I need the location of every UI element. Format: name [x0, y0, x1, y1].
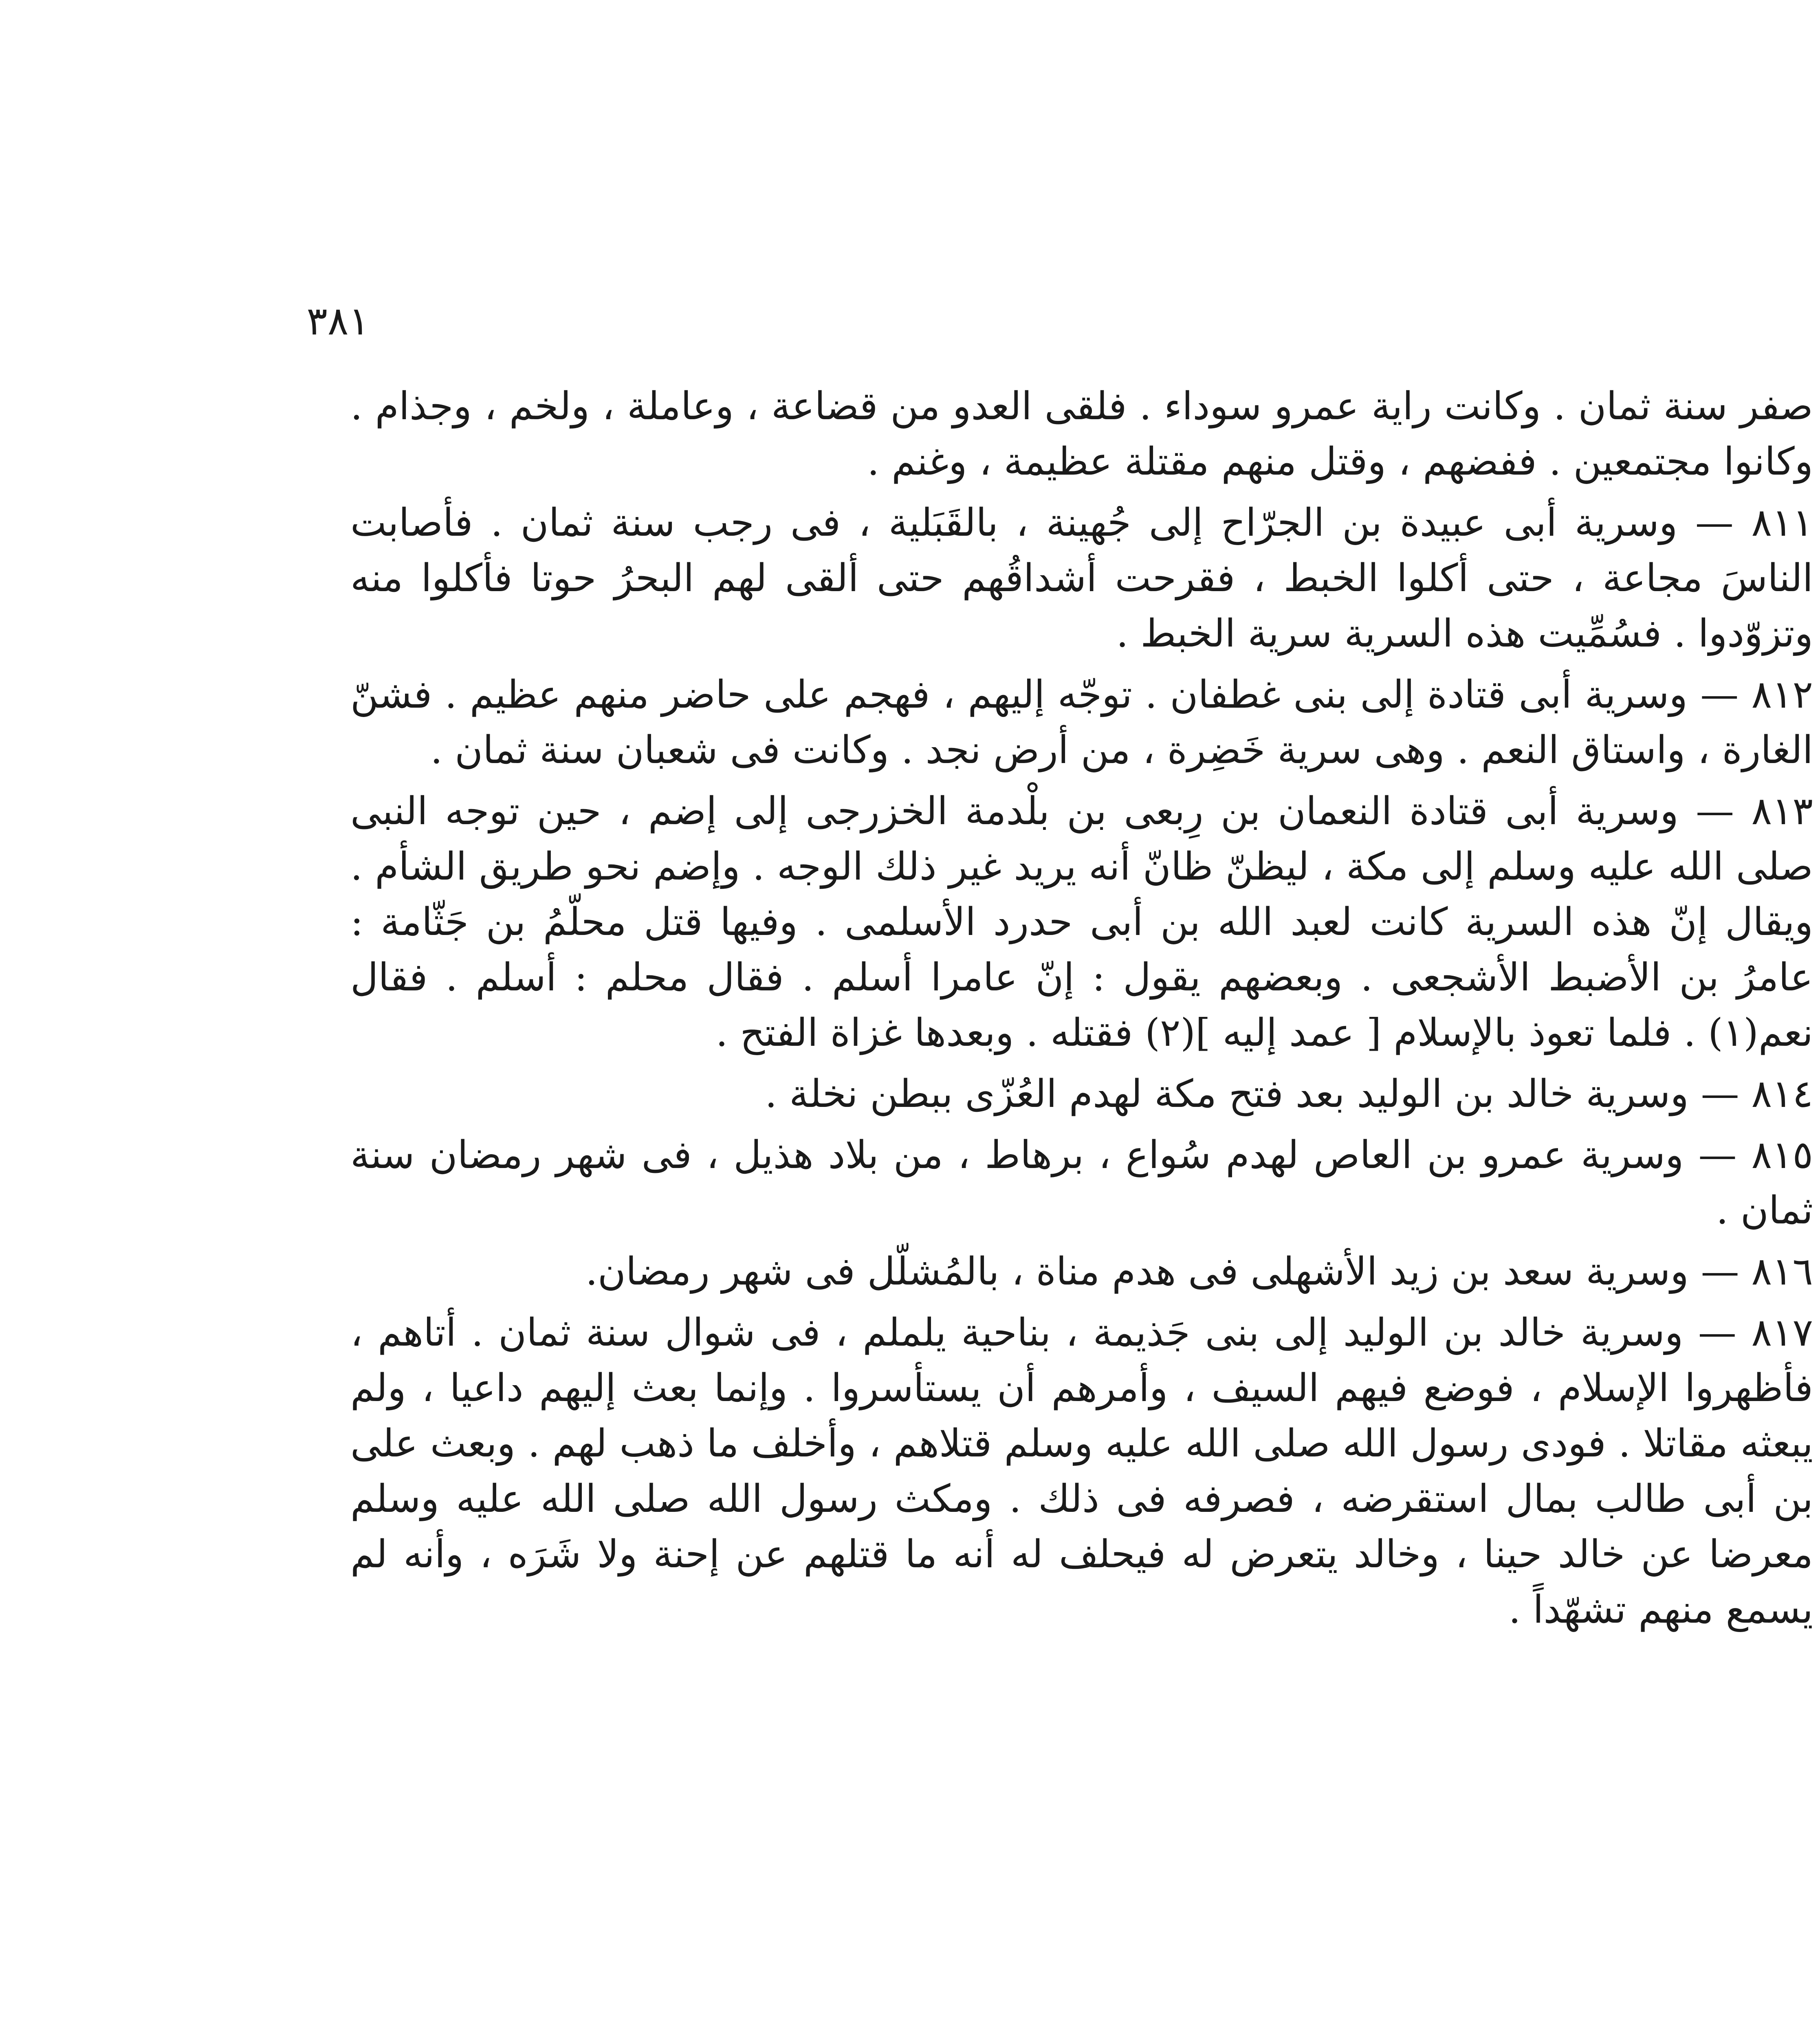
paragraph-814: ٨١٤ — وسرية خالد بن الوليد بعد فتح مكة لهدم العُزّى ببطن نخلة . — [765, 1072, 1813, 1116]
main-text — [350, 379, 1813, 1643]
page-number: ٣٨١ — [306, 298, 370, 344]
paragraph-811: ٨١١ — وسرية أبى عبيدة بن الجرّاح إلى جُهينة ، بالقَبَلية ، فى رجب سنة ثمان . فأصابت الناسَ مجاعة ، حتى أكلوا الخبط ، فقرحت أشداقُهم حتى ألقى لهم البحرُ حوتا فأكلوا منه وتزوّدوا . فسُمِّيت هذه السرية سرية الخبط . — [350, 501, 1813, 656]
paragraph-813: ٨١٣ — وسرية أبى قتادة النعمان بن رِبعى بن بلْدمة الخزرجى إلى إضم ، حين توجه النبى صلى الله عليه وسلم إلى مكة ، ليظنّ ظانّ أنه يريد غير ذلك الوجه . وإضم نحو طريق الشأم . ويقال إنّ هذه السرية كانت لعبد الله بن أبى حدرد الأسلمى . وفيها قتل محلّمُ بن جَثّامة : عامرُ بن الأضبط الأشجعى . وبعضهم يقول : إنّ عامرا أسلم . فقال محلم : أسلم . فقال نعم(١) . فلما تعوذ بالإسلام [ عمد إليه ](٢) فقتله . وبعدها غزاة الفتح . — [350, 789, 1813, 1055]
paragraph-817: ٨١٧ — وسرية خالد بن الوليد إلى بنى جَذيمة ، بناحية يلملم ، فى شوال سنة ثمان . أتاهم ، فأظهروا الإسلام ، فوضع فيهم السيف ، وأمرهم أن يستأسروا . وإنما بعث إليهم داعيا ، ولم يبعثه مقاتلا . فودى رسول الله صلى الله عليه وسلم قتلاهم ، وأخلف ما ذهب لهم . وبعث على بن أبى طالب بمال استقرضه ، فصرفه فى ذلك . ومكث رسول الله صلى الله عليه وسلم معرضا عن خالد حينا ، وخالد يتعرض له فيحلف له أنه ما قتلهم عن إحنة ولا شَرَه ، وأنه لم يسمع منهم تشهّداً . — [350, 1311, 1813, 1632]
paragraph-continuation: صفر سنة ثمان . وكانت راية عمرو سوداء . فلقى العدو من قضاعة ، وعاملة ، ولخم ، وجذام . وكانوا مجتمعين . ففضهم ، وقتل منهم مقتلة عظيمة ، وغنم . — [350, 384, 1813, 484]
paragraph-816: ٨١٦ — وسرية سعد بن زيد الأشهلى فى هدم مناة ، بالمُشلّل فى شهر رمضان. — [585, 1249, 1813, 1294]
paragraph-812: ٨١٢ — وسرية أبى قتادة إلى بنى غطفان . توجّه إليهم ، فهجم على حاضر منهم عظيم . فشنّ الغارة ، واستاق النعم . وهى سرية خَضِرة ، من أرض نجد . وكانت فى شعبان سنة ثمان . — [350, 673, 1813, 772]
paragraph-815: ٨١٥ — وسرية عمرو بن العاص لهدم سُواع ، برهاط ، من بلاد هذيل ، فى شهر رمضان سنة ثمان . — [350, 1133, 1813, 1233]
